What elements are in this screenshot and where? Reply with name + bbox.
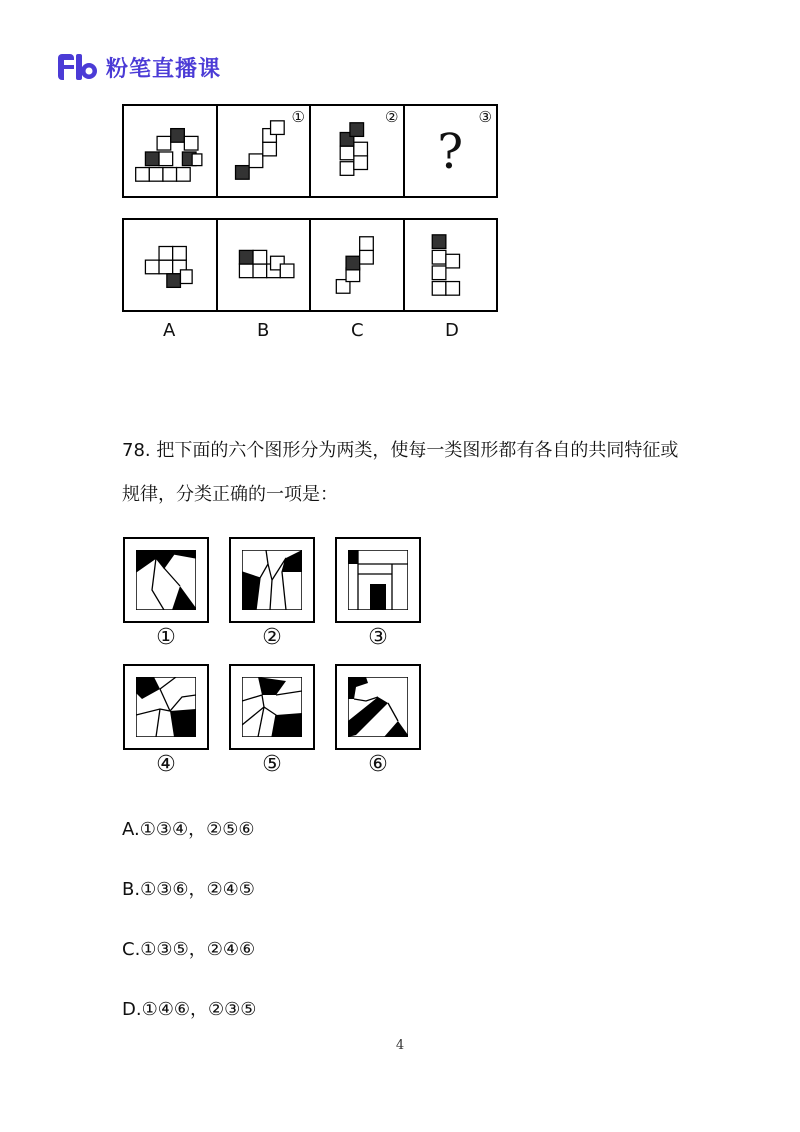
figure-label-6: ⑥ [368,752,388,777]
cube-stack-figure [124,106,216,196]
question-78-line-2: 规律，分类正确的一项是： [122,484,338,505]
q78-figure-1 [123,537,209,623]
q77-option-d-figure [405,220,497,310]
q78-figure-6 [335,664,421,750]
q78-figure-4 [123,664,209,750]
partition-figure-2 [242,550,302,610]
panel-number: ② [385,108,399,126]
q78-figure-2 [229,537,315,623]
option-label-d: D [445,320,459,341]
brand-logo [58,52,221,82]
question-78-line-1: 78. 把下面的六个图形分为两类，使每一类图形都有各自的共同特征或 [122,440,679,461]
figure-label-4: ④ [156,752,176,777]
figure-label-1: ① [156,625,176,650]
option-label-a: A [163,320,176,341]
answer-option-c[interactable]: C.①③⑤，②④⑥ [122,939,256,960]
brand-name: 粉笔直播课 [106,56,222,82]
option-cubes-c [311,220,403,310]
partition-figure-5 [242,677,302,737]
figure-label-5: ⑤ [262,752,282,777]
q77-option-b-figure [218,220,312,310]
q77-stimulus-figure [124,106,218,196]
option-label-b: B [257,320,270,341]
panel-number: ③ [478,108,492,126]
q77-panel-2 [311,106,405,196]
q77-option-a-figure [124,220,218,310]
q77-stimulus-row [122,104,498,198]
answer-option-a[interactable]: A.①③④，②⑤⑥ [122,819,255,840]
option-cubes-b [218,220,310,310]
partition-figure-4 [136,677,196,737]
partition-figure-6 [348,677,408,737]
page-number: 4 [395,1038,405,1053]
answer-option-d[interactable]: D.①④⑥，②③⑤ [122,999,257,1020]
partition-figure-1 [136,550,196,610]
q77-panel-1 [218,106,312,196]
answer-option-b[interactable]: B.①③⑥，②④⑤ [122,879,255,900]
partition-figure-3 [348,550,408,610]
q77-panel-3 [405,106,497,196]
q77-options-row [122,218,498,312]
option-label-c: C [351,320,364,341]
figure-label-2: ② [262,625,282,650]
option-cubes-d [405,220,497,310]
question-mark: ? [437,124,464,180]
q77-option-c-figure [311,220,405,310]
q78-figure-5 [229,664,315,750]
figure-label-3: ③ [368,625,388,650]
option-cubes-a [124,220,216,310]
q78-figure-3 [335,537,421,623]
fb-logo-icon [58,54,98,80]
panel-number: ① [291,108,305,126]
